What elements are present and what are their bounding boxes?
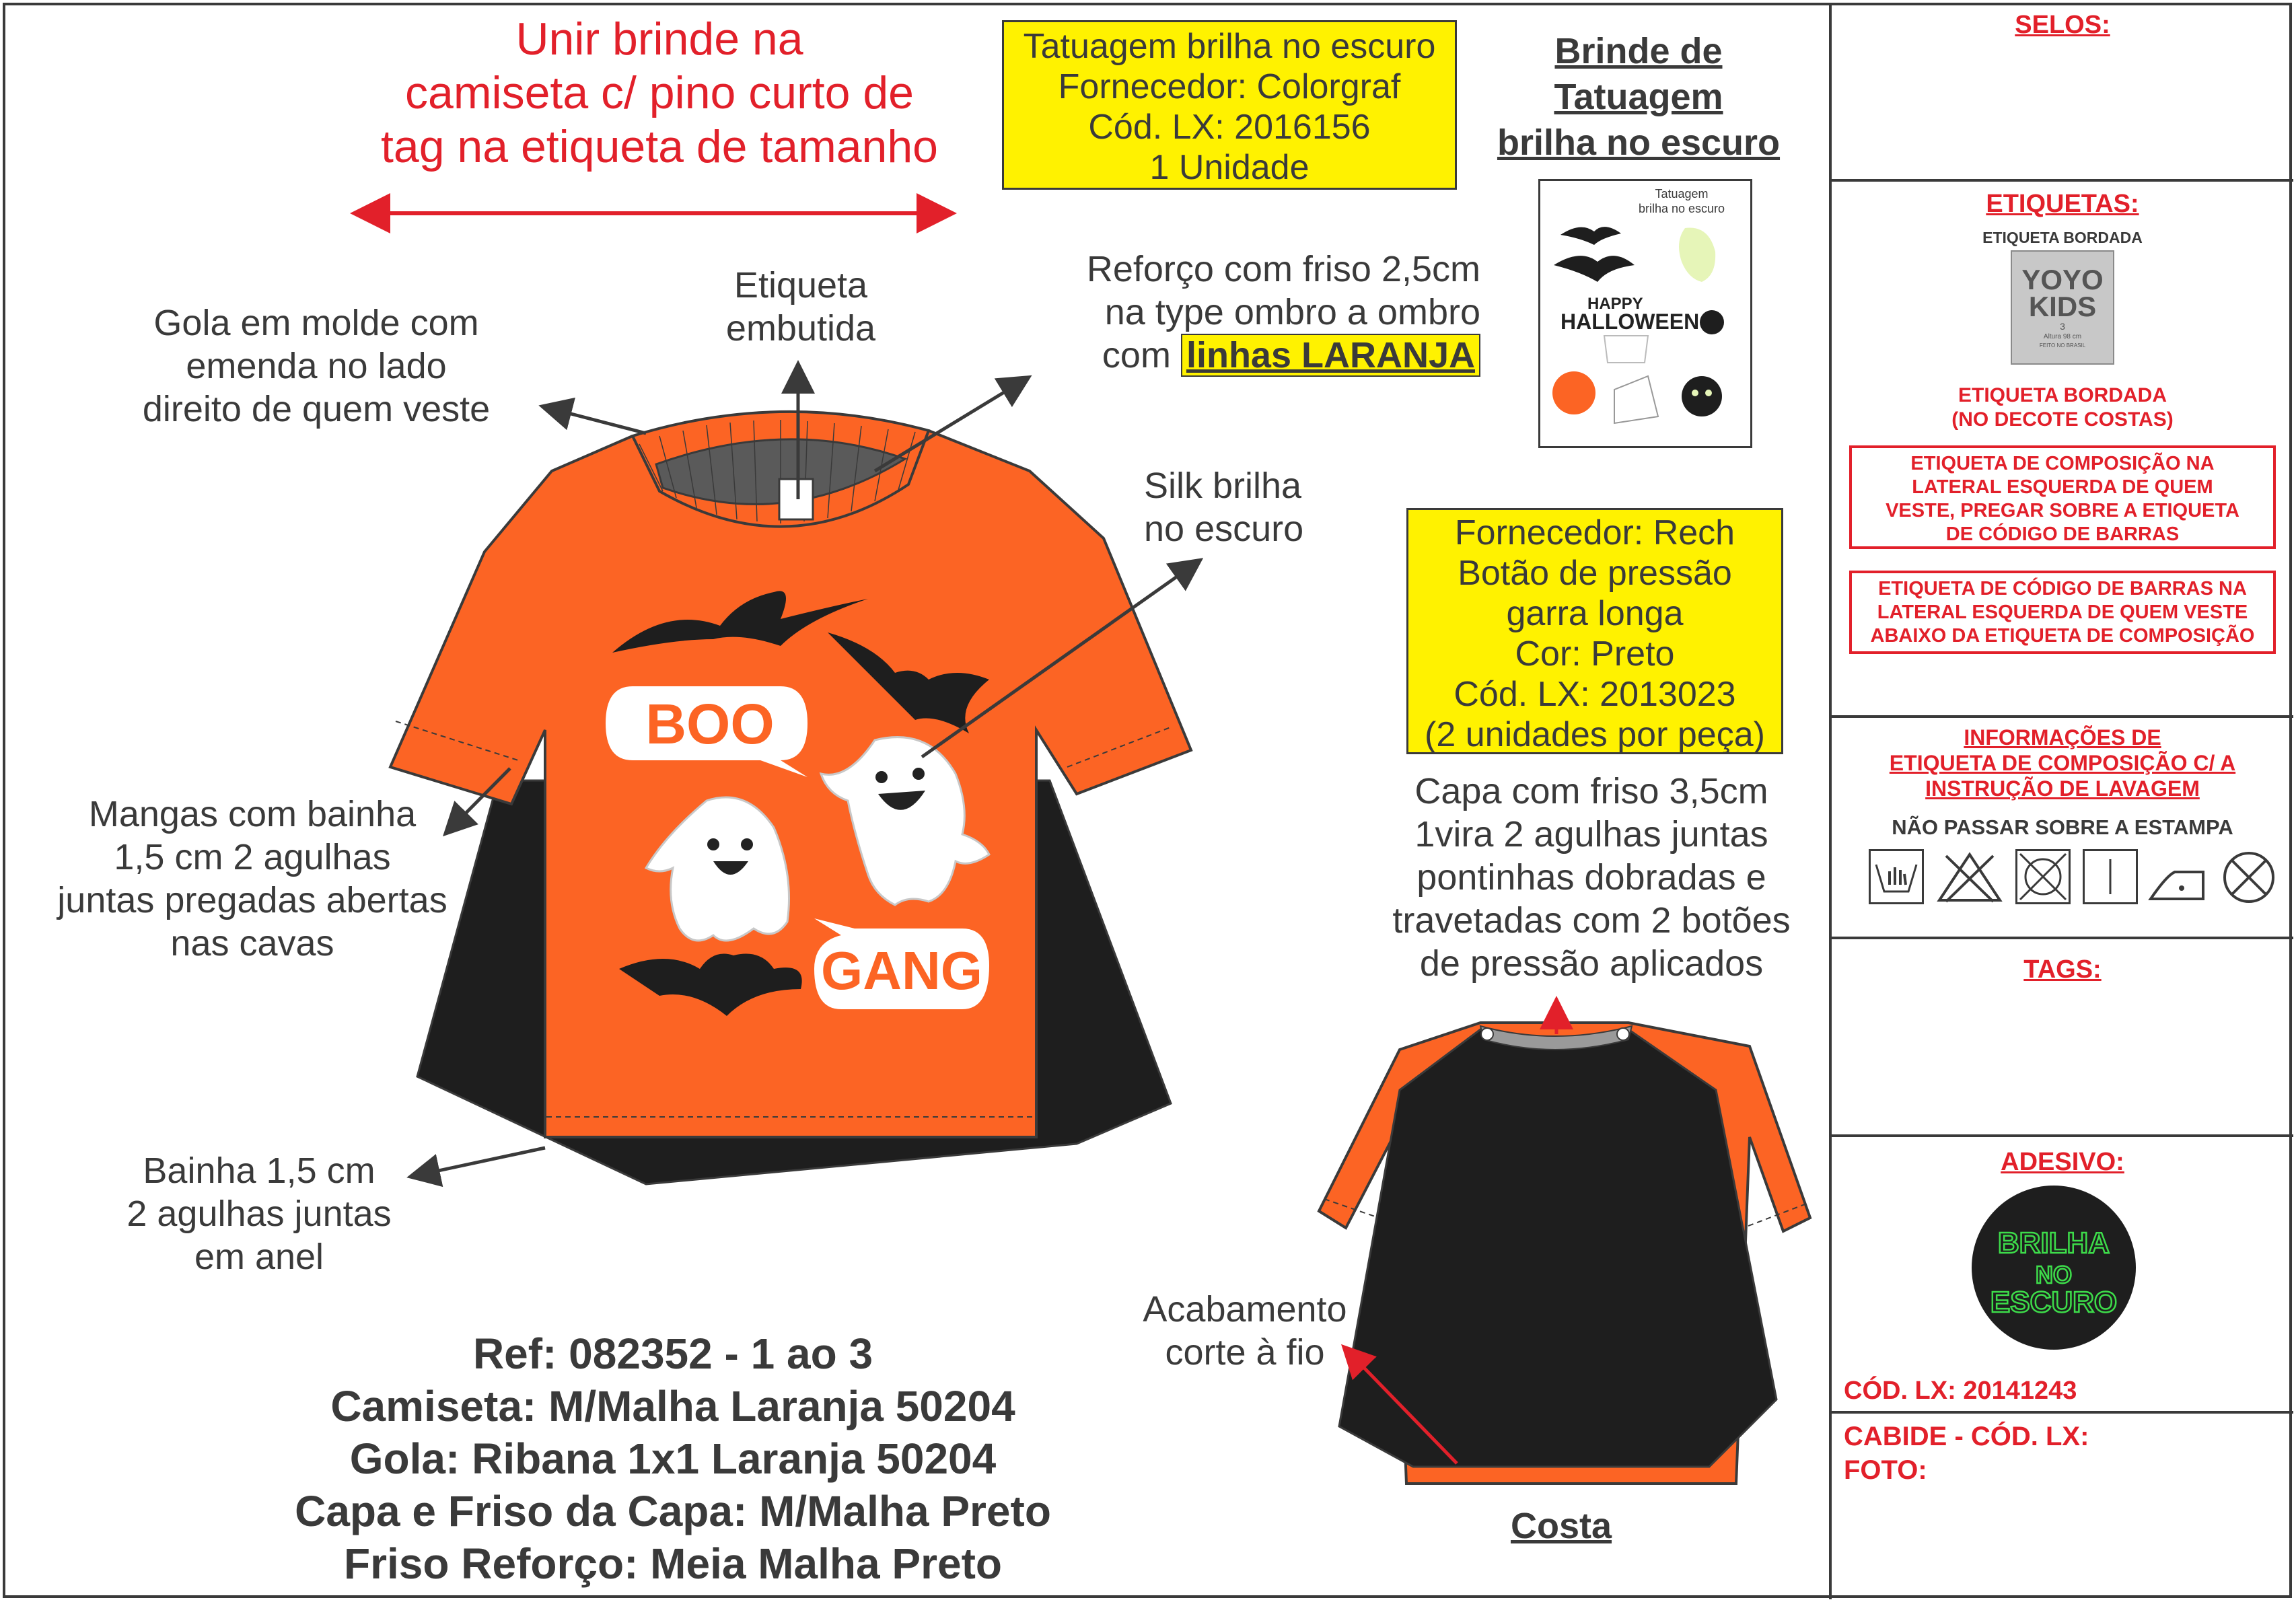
tattoo-line: Cód. LX: 2016156	[1088, 108, 1371, 147]
tattoo-line: 1 Unidade	[1149, 148, 1310, 187]
cape-annotation	[1359, 770, 1824, 985]
annotation-line: na type ombro a ombro	[1104, 292, 1480, 332]
annotation-line: Silk brilha	[1144, 466, 1302, 506]
snap-line: Cód. LX: 2013023	[1454, 675, 1736, 714]
heading-line: ETIQUETA DE COMPOSIÇÃO C/ A	[1889, 751, 2236, 775]
annotation-line: 1vira 2 agulhas juntas	[1414, 814, 1768, 854]
annotation-line: juntas pregadas abertas	[57, 880, 447, 920]
no-tumble-dry-icon	[2015, 849, 2071, 904]
brand-line: YOYO	[2021, 264, 2104, 295]
annotation-line: direito de quem veste	[142, 389, 491, 429]
snap-line: garra longa	[1506, 594, 1684, 633]
glow-silk-annotation	[1144, 464, 1346, 550]
care-info-heading	[1832, 725, 2293, 801]
no-iron-warning: NÃO PASSAR SOBRE A ESTAMPA	[1892, 815, 2233, 839]
tattoo-card	[1538, 179, 1752, 448]
instruction-line: camiseta c/ pino curto de	[405, 67, 914, 118]
instruction-line: tag na etiqueta de tamanho	[381, 121, 938, 172]
sticker-code: CÓD. LX: 20141243	[1844, 1377, 2077, 1405]
annotation-line: Gola em molde com	[153, 303, 479, 343]
panel-divider	[1829, 1411, 2293, 1414]
gift-title-line: brilha no escuro	[1497, 122, 1781, 163]
note-line: (NO DECOTE COSTAS)	[1951, 408, 2174, 431]
size-text: 3	[2060, 321, 2065, 332]
annotation-line: Etiqueta	[733, 265, 868, 305]
glow-sticker	[1972, 1186, 2136, 1350]
label-annotation	[700, 264, 902, 350]
spec-block	[256, 1327, 1090, 1590]
collar-annotation	[108, 301, 525, 431]
snap-line: Botão de pressão	[1458, 554, 1732, 593]
sticker-line: BRILHA	[1997, 1227, 2110, 1260]
boo-text: BOO	[645, 692, 775, 756]
annotation-line: pontinhas dobradas e	[1416, 857, 1766, 898]
web-icon	[1614, 376, 1658, 423]
orange-lines-highlight: linhas LARANJA	[1181, 334, 1480, 377]
tattoo-stickers	[1540, 215, 1750, 443]
raw-edge-annotation	[1124, 1288, 1366, 1374]
box-line: ETIQUETA DE CÓDIGO DE BARRAS NA	[1878, 578, 2247, 599]
spec-line: Camiseta: M/Malha Laranja 50204	[330, 1382, 1015, 1430]
labels-heading: ETIQUETAS:	[1986, 190, 2139, 218]
box-line: ABAIXO DA ETIQUETA DE COMPOSIÇÃO	[1870, 625, 2255, 647]
halloween-text: HALLOWEEN	[1560, 310, 1700, 334]
annotation-line: Acabamento	[1143, 1289, 1347, 1330]
gift-title-line: Brinde de	[1554, 31, 1723, 71]
yoyo-kids-label	[2011, 250, 2114, 365]
annotation-line: embutida	[725, 308, 876, 349]
annotation-line: 2 agulhas juntas	[127, 1194, 392, 1234]
seals-heading: SELOS:	[2015, 11, 2110, 39]
cape-back-view	[1339, 1029, 1777, 1467]
no-bleach-icon	[1936, 849, 2003, 904]
annotation-line: em anel	[194, 1237, 324, 1277]
composition-label-box	[1849, 445, 2276, 549]
reinforcement-annotation	[1023, 248, 1480, 377]
line-dry-icon	[2083, 849, 2138, 904]
no-dry-clean-icon	[2221, 849, 2277, 906]
snap-line: (2 unidades por peça)	[1425, 715, 1765, 754]
spec-line: Gola: Ribana 1x1 Laranja 50204	[349, 1434, 997, 1483]
hanger-section	[1844, 1420, 2274, 1487]
instruction-line: Unir brinde na	[515, 13, 803, 65]
spider-icon	[1700, 310, 1724, 334]
annotation-line: nas cavas	[170, 923, 334, 963]
annotation-line: Mangas com bainha	[88, 794, 417, 834]
bat-icon	[1554, 256, 1635, 282]
annotation-line: Capa com friso 3,5cm	[1414, 771, 1768, 811]
sleeve-annotation	[40, 793, 464, 965]
brand-line: KIDS	[2028, 291, 2097, 322]
spec-line: Friso Reforço: Meia Malha Preto	[344, 1539, 1002, 1588]
tags-heading: TAGS:	[2023, 955, 2102, 984]
cat-icon	[1682, 376, 1722, 416]
box-line: ETIQUETA DE COMPOSIÇÃO NA	[1910, 453, 2215, 474]
panel-divider	[1829, 179, 2293, 182]
bat-icon	[1560, 227, 1621, 245]
card-title-line: brilha no escuro	[1638, 202, 1725, 215]
sticker-line: ESCURO	[1990, 1286, 2118, 1319]
embroidered-label-note	[1832, 384, 2293, 432]
snap-button	[1617, 1028, 1629, 1040]
embroidered-label-caption: ETIQUETA BORDADA	[1982, 229, 2143, 246]
sticker-heading: ADESIVO:	[2001, 1148, 2124, 1176]
snap-button	[1481, 1028, 1493, 1040]
ghost-icon	[1679, 227, 1715, 282]
snap-line: Cor: Preto	[1515, 634, 1675, 673]
tattoo-line: Fornecedor: Colorgraf	[1058, 67, 1401, 106]
box-line: VESTE, PREGAR SOBRE A ETIQUETA	[1886, 500, 2239, 521]
annotation-line: no escuro	[1144, 509, 1304, 549]
box-line: LATERAL ESQUERDA DE QUEM	[1912, 476, 2213, 498]
pumpkin-icon	[1552, 371, 1595, 414]
iron-low-icon	[2147, 859, 2206, 906]
photo-label: FOTO:	[1844, 1455, 1927, 1485]
heading-line: INFORMAÇÕES DE	[1964, 725, 2161, 750]
tattoo-supplier-box	[1002, 20, 1457, 190]
sticker-line: NO	[2036, 1261, 2072, 1288]
annotation-line: travetadas com 2 botões	[1392, 900, 1791, 941]
heading-line: INSTRUÇÃO DE LAVAGEM	[1925, 776, 2200, 801]
web-icon	[1604, 336, 1648, 363]
box-line: LATERAL ESQUERDA DE QUEM VESTE	[1877, 602, 2248, 623]
hanger-code: CABIDE - CÓD. LX:	[1844, 1422, 2089, 1451]
annotation-line: 1,5 cm 2 agulhas	[114, 837, 391, 877]
box-line: DE CÓDIGO DE BARRAS	[1945, 523, 2180, 545]
panel-divider	[1829, 715, 2293, 718]
hem-annotation	[108, 1149, 410, 1278]
gang-text: GANG	[821, 941, 982, 1000]
happy-text: HAPPY	[1587, 295, 1643, 313]
annotation-line: com	[1102, 335, 1171, 375]
origin-text: FEITO NO BRASIL	[2039, 342, 2086, 349]
panel-divider	[1829, 937, 2293, 939]
snap-line: Fornecedor: Rech	[1454, 513, 1735, 552]
spec-line: Capa e Friso da Capa: M/Malha Preto	[295, 1487, 1051, 1535]
gift-title-line: Tatuagem	[1554, 77, 1723, 117]
hand-wash-icon	[1869, 849, 1924, 904]
panel-divider	[1829, 1134, 2293, 1137]
size-tag	[779, 479, 813, 519]
barcode-label-box	[1849, 571, 2276, 654]
annotation-line: Reforço com friso 2,5cm	[1086, 249, 1480, 289]
annotation-line: corte à fio	[1165, 1332, 1325, 1373]
height-text: Altura 98 cm	[2043, 333, 2082, 340]
annotation-line: emenda no lado	[186, 346, 447, 386]
card-title-line: Tatuagem	[1655, 187, 1709, 201]
back-view-label: Costa	[1510, 1506, 1612, 1546]
gift-title	[1454, 28, 1824, 166]
snap-supplier-box	[1406, 508, 1783, 754]
gift-instruction	[350, 12, 969, 174]
annotation-line: de pressão aplicados	[1419, 943, 1764, 984]
spec-ref: Ref: 082352 - 1 ao 3	[472, 1330, 873, 1378]
annotation-line: Bainha 1,5 cm	[143, 1151, 375, 1191]
note-line: ETIQUETA BORDADA	[1958, 384, 2167, 406]
tattoo-line: Tatuagem brilha no escuro	[1023, 27, 1436, 66]
